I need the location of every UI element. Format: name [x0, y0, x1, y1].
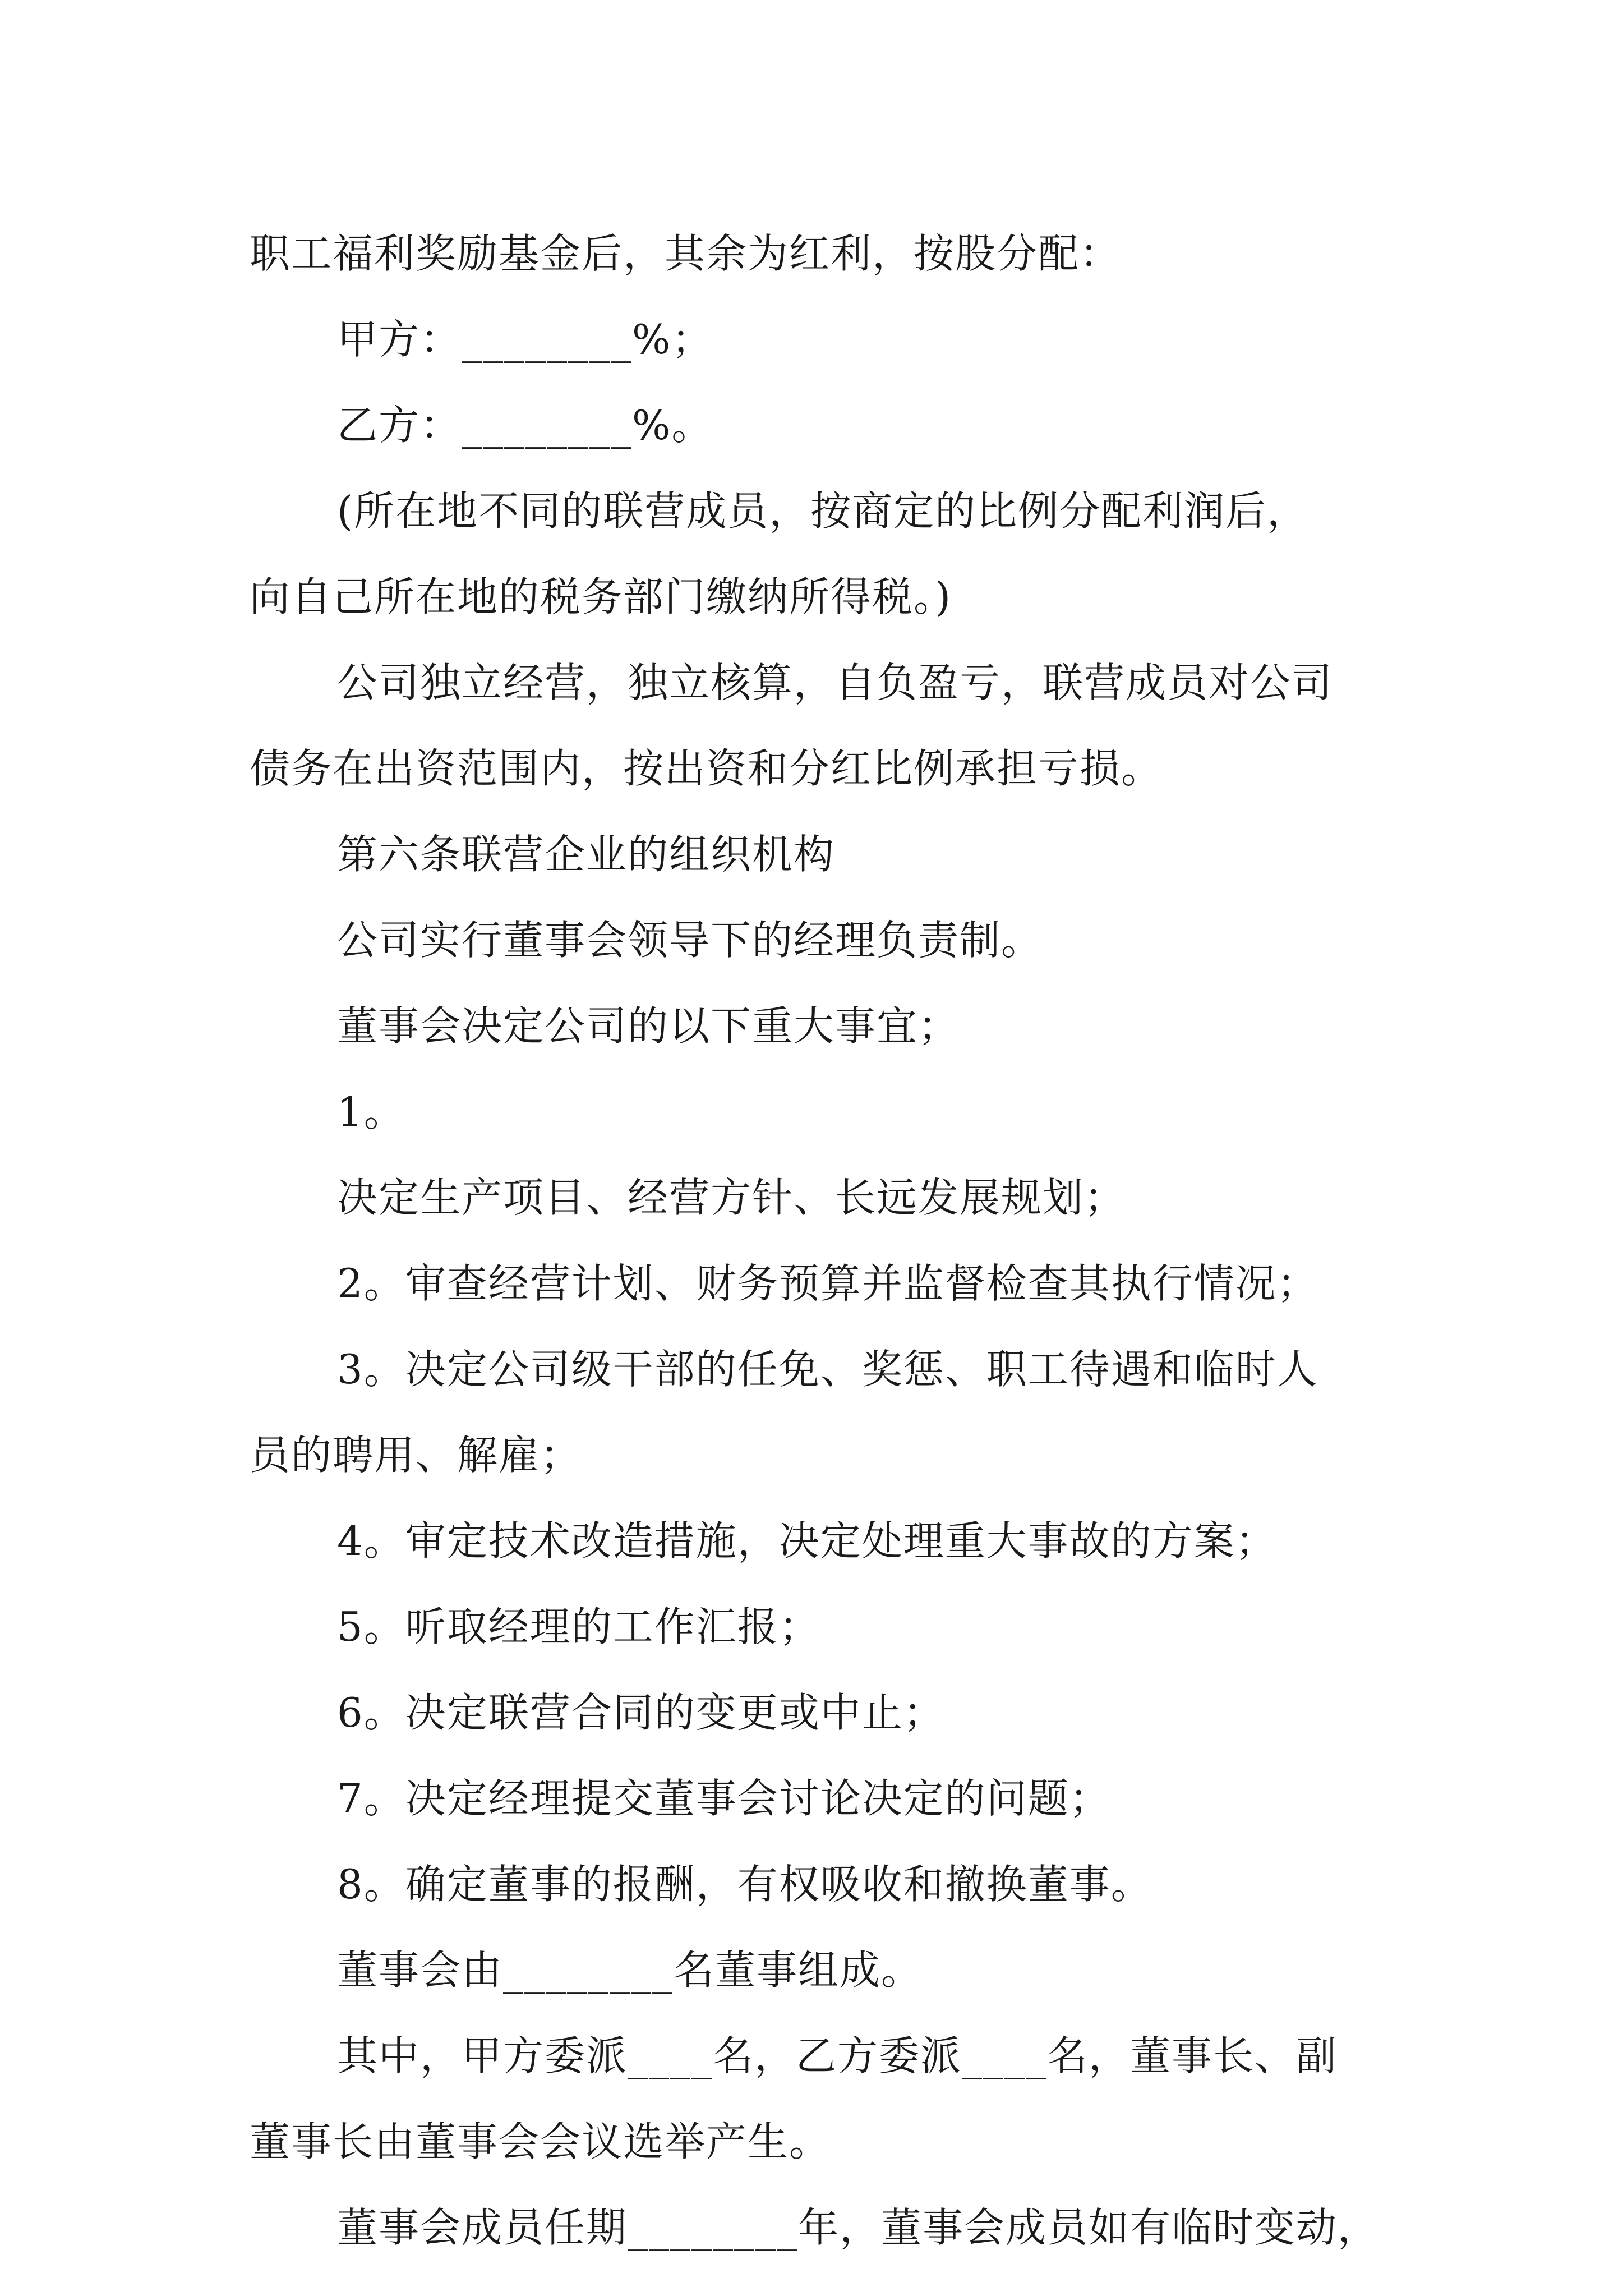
list-item: 3。决定公司级干部的任免、奖惩、职工待遇和临时人: [337, 1346, 1318, 1393]
text-line: 公司独立经营，独立核算，自负盈亏，联营成员对公司: [337, 659, 1334, 706]
list-item: 6。决定联营合同的变更或中止；: [337, 1689, 945, 1736]
list-item: 2。审查经营计划、财务预算并监督检查其执行情况；: [337, 1260, 1318, 1307]
section-heading: 第六条联营企业的组织机构: [337, 831, 836, 878]
text-line: 董事会由________名董事组成。: [337, 1947, 923, 1994]
text-line: 公司实行董事会领导下的经理负责制。: [337, 917, 1043, 964]
list-item-continuation: 员的聘用、解雇；: [250, 1432, 582, 1479]
list-item: 决定生产项目、经营方针、长远发展规划；: [337, 1174, 1126, 1221]
document-body: [250, 211, 1382, 2271]
text-line: 董事会决定公司的以下重大事宜；: [337, 1002, 960, 1050]
text-line: 董事长由董事会会议选举产生。: [250, 2118, 831, 2165]
list-item-number: 1。: [337, 1088, 405, 1135]
text-line: 债务在出资范围内，按出资和分红比例承担亏损。: [250, 745, 1163, 792]
list-item: 4。审定技术改造措施，决定处理重大事故的方案；: [337, 1517, 1277, 1565]
list-item: 8。确定董事的报酬，有权吸收和撤换董事。: [337, 1861, 1152, 1908]
text-line: 其中，甲方委派____名，乙方委派____名，董事长、副: [337, 2032, 1338, 2079]
text-line: 向自己所在地的税务部门缴纳所得税。): [250, 573, 952, 620]
text-line: 乙方：________%。: [337, 402, 713, 449]
list-item: 7。决定经理提交董事会讨论决定的问题；: [337, 1775, 1111, 1822]
text-line: 董事会成员任期________年，董事会成员如有临时变动，: [337, 2204, 1380, 2251]
text-line: 职工福利奖励基金后，其余为红利，按股分配：: [250, 230, 1122, 277]
text-line: 甲方：________%；: [337, 316, 713, 363]
text-line: (所在地不同的联营成员，按商定的比例分配利润后，: [337, 487, 1309, 535]
list-item: 5。听取经理的工作汇报；: [337, 1603, 820, 1650]
